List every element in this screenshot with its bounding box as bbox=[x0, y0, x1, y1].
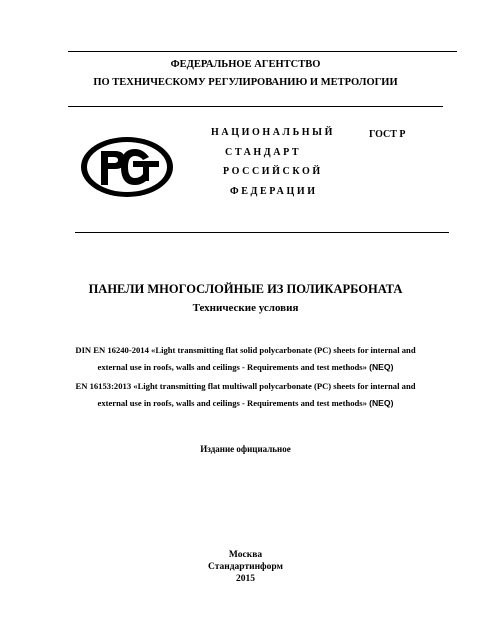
agency-line-2: ПО ТЕХНИЧЕСКОМУ РЕГУЛИРОВАНИЮ И МЕТРОЛОГИИ bbox=[93, 77, 398, 88]
standard-line-3: РОССИЙСКОЙ bbox=[223, 166, 323, 177]
footer-publisher: Стандартинформ bbox=[207, 562, 283, 572]
agency-rule bbox=[68, 106, 443, 107]
reference-1-line-1: DIN EN 16240-2014 «Light transmitting flat solid polycarbonate (PC) sheets for internal and bbox=[75, 345, 416, 355]
standard-line-4: ФЕДЕРАЦИИ bbox=[230, 186, 318, 197]
standard-line-1: НАЦИОНАЛЬНЫЙ bbox=[211, 127, 335, 138]
document-title: ПАНЕЛИ МНОГОСЛОЙНЫЕ ИЗ ПОЛИКАРБОНАТА bbox=[88, 282, 403, 296]
reference-1-text: external use in roofs, walls and ceilings - Requirements and test methods» bbox=[97, 362, 367, 372]
reference-1-line-2 bbox=[0, 361, 491, 374]
agency-line-1: ФЕДЕРАЛЬНОЕ АГЕНТСТВО bbox=[170, 59, 321, 70]
standard-line-2: СТАНДАРТ bbox=[225, 147, 302, 158]
top-rule bbox=[68, 51, 457, 52]
reference-2-line-2 bbox=[0, 397, 491, 410]
document-subtitle: Технические условия bbox=[192, 302, 299, 314]
footer-year: 2015 bbox=[236, 574, 255, 584]
footer-city: Москва bbox=[228, 550, 263, 560]
rst-logo-icon bbox=[79, 135, 175, 199]
block-rule bbox=[75, 232, 449, 233]
reference-2-neq: (NEQ) bbox=[369, 398, 394, 408]
reference-2-line-1: EN 16153:2013 «Light transmitting flat multiwall polycarbonate (PC) sheets for internal and bbox=[75, 381, 416, 391]
reference-1-neq: (NEQ) bbox=[369, 362, 394, 372]
gost-label: ГОСТ Р bbox=[369, 129, 406, 140]
edition-label: Издание официальное bbox=[200, 444, 291, 454]
reference-2-text: external use in roofs, walls and ceilings - Requirements and test methods» bbox=[97, 398, 367, 408]
